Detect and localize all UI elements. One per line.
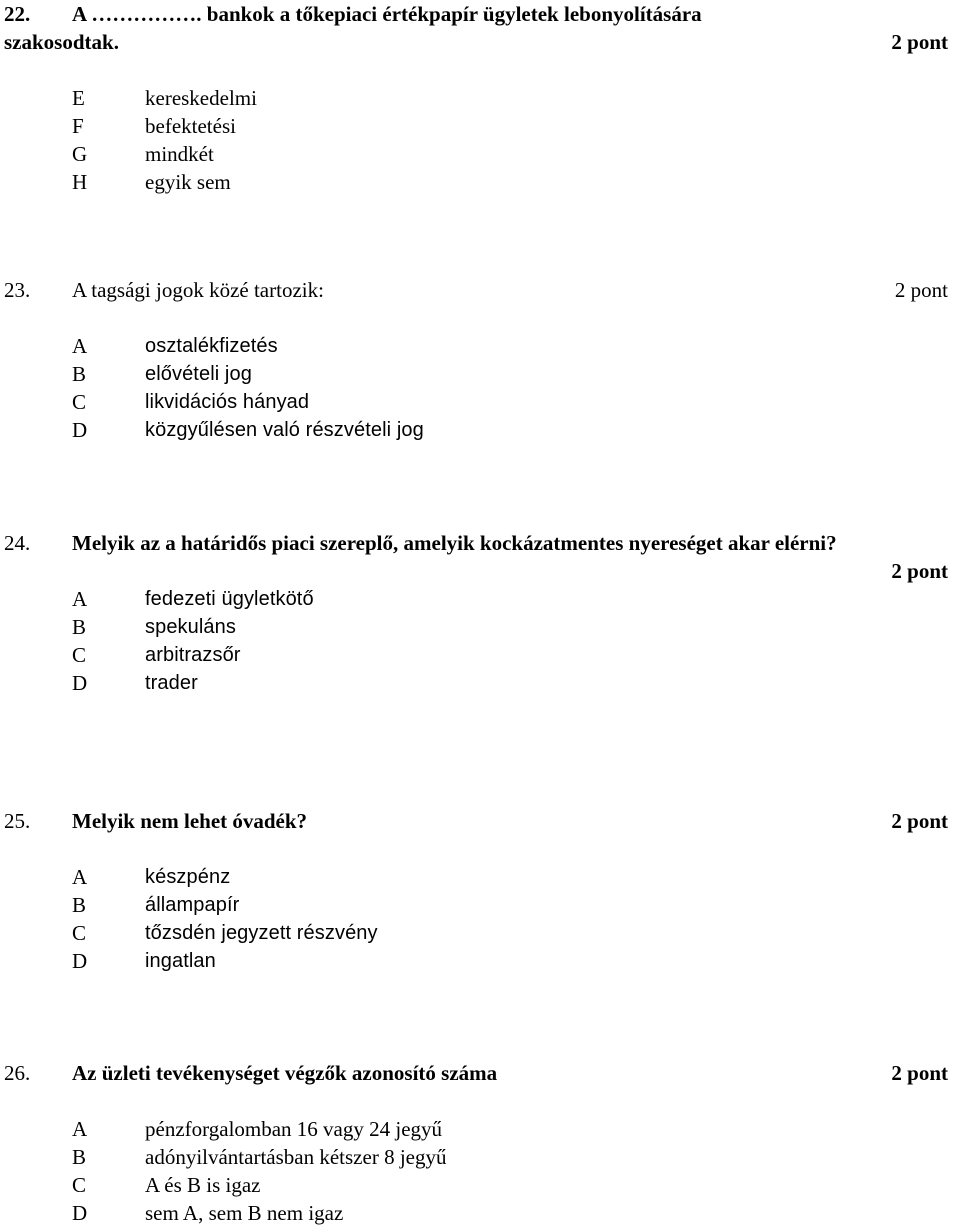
question-24 <box>0 529 948 697</box>
option-h <box>0 168 948 196</box>
option-text: elővételi jog <box>145 363 252 385</box>
option-g <box>0 140 948 168</box>
points-label: 2 pont <box>891 30 948 54</box>
option-letter: B <box>72 615 87 639</box>
question-25 <box>0 807 948 975</box>
option-b <box>0 360 948 388</box>
option-letter: A <box>72 587 88 611</box>
question-26 <box>0 1059 948 1227</box>
option-d <box>0 1199 948 1227</box>
options-list <box>0 1115 948 1227</box>
option-text: arbitrazsőr <box>145 644 241 666</box>
option-text: tőzsdén jegyzett részvény <box>145 922 378 944</box>
option-letter: B <box>72 362 87 386</box>
option-text: ingatlan <box>145 950 216 972</box>
option-d <box>0 669 948 697</box>
question-24-line-1 <box>0 529 948 557</box>
question-text-continuation: szakosodtak. <box>4 30 119 54</box>
question-number: 25. <box>4 809 31 833</box>
question-23 <box>0 276 948 444</box>
points-label: 2 pont <box>891 809 948 833</box>
points-label: 2 pont <box>894 278 948 302</box>
option-f <box>0 112 948 140</box>
option-text: készpénz <box>145 866 231 888</box>
question-number: 22. <box>4 2 31 26</box>
options-list <box>0 585 948 697</box>
option-letter: B <box>72 1145 87 1169</box>
option-text: spekuláns <box>145 616 236 638</box>
option-a <box>0 332 948 360</box>
question-22-line-1 <box>0 0 948 28</box>
option-text: kereskedelmi <box>145 86 257 110</box>
option-c <box>0 1171 948 1199</box>
option-letter: C <box>72 643 87 667</box>
option-a <box>0 1115 948 1143</box>
option-b <box>0 613 948 641</box>
question-22 <box>0 0 948 196</box>
option-text: egyik sem <box>145 170 231 194</box>
option-text: állampapír <box>145 894 240 916</box>
option-letter: C <box>72 921 87 945</box>
option-a <box>0 863 948 891</box>
question-23-line <box>0 276 948 304</box>
option-text: trader <box>145 672 198 694</box>
option-text: osztalékfizetés <box>145 335 278 357</box>
option-letter: F <box>72 114 84 138</box>
question-24-line-2 <box>0 557 948 585</box>
option-letter: A <box>72 1117 88 1141</box>
option-d <box>0 947 948 975</box>
option-text: sem A, sem B nem igaz <box>145 1201 344 1225</box>
question-text: Az üzleti tevékenységet végzők azonosító száma <box>72 1061 498 1085</box>
option-text: A és B is igaz <box>145 1173 261 1197</box>
option-c <box>0 641 948 669</box>
option-letter: A <box>72 865 88 889</box>
question-text: Melyik az a határidős piaci szereplő, amelyik kockázatmentes nyereséget akar elérni? <box>72 531 837 555</box>
option-letter: H <box>72 170 88 194</box>
option-letter: D <box>72 1201 88 1225</box>
question-26-line <box>0 1059 948 1087</box>
option-text: likvidációs hányad <box>145 391 310 413</box>
option-letter: G <box>72 142 88 166</box>
options-list <box>0 84 948 196</box>
option-letter: E <box>72 86 85 110</box>
option-letter: D <box>72 671 88 695</box>
options-list <box>0 863 948 975</box>
question-text: A tagsági jogok közé tartozik: <box>72 278 324 302</box>
option-text: adónyilvántartásban kétszer 8 jegyű <box>145 1145 447 1169</box>
option-letter: D <box>72 418 88 442</box>
option-letter: C <box>72 1173 87 1197</box>
question-number: 24. <box>4 531 31 555</box>
points-label: 2 pont <box>891 1061 948 1085</box>
option-text: befektetési <box>145 114 236 138</box>
option-text: pénzforgalomban 16 vagy 24 jegyű <box>145 1117 443 1141</box>
option-b <box>0 891 948 919</box>
question-number: 26. <box>4 1061 31 1085</box>
question-text: A ……………. bankok a tőkepiaci értékpapír ügyletek lebonyolítására <box>72 2 702 26</box>
options-list <box>0 332 948 444</box>
option-text: fedezeti ügyletkötő <box>145 588 314 610</box>
points-label: 2 pont <box>891 559 948 583</box>
option-e <box>0 84 948 112</box>
question-22-line-2 <box>0 28 948 56</box>
question-text: Melyik nem lehet óvadék? <box>72 809 308 833</box>
option-letter: D <box>72 949 88 973</box>
option-text: közgyűlésen való részvételi jog <box>145 419 424 441</box>
option-b <box>0 1143 948 1171</box>
question-number: 23. <box>4 278 31 302</box>
option-letter: C <box>72 390 87 414</box>
option-d <box>0 416 948 444</box>
option-a <box>0 585 948 613</box>
option-letter: A <box>72 334 88 358</box>
option-c <box>0 919 948 947</box>
option-text: mindkét <box>145 142 214 166</box>
option-c <box>0 388 948 416</box>
option-letter: B <box>72 893 87 917</box>
question-25-line <box>0 807 948 835</box>
